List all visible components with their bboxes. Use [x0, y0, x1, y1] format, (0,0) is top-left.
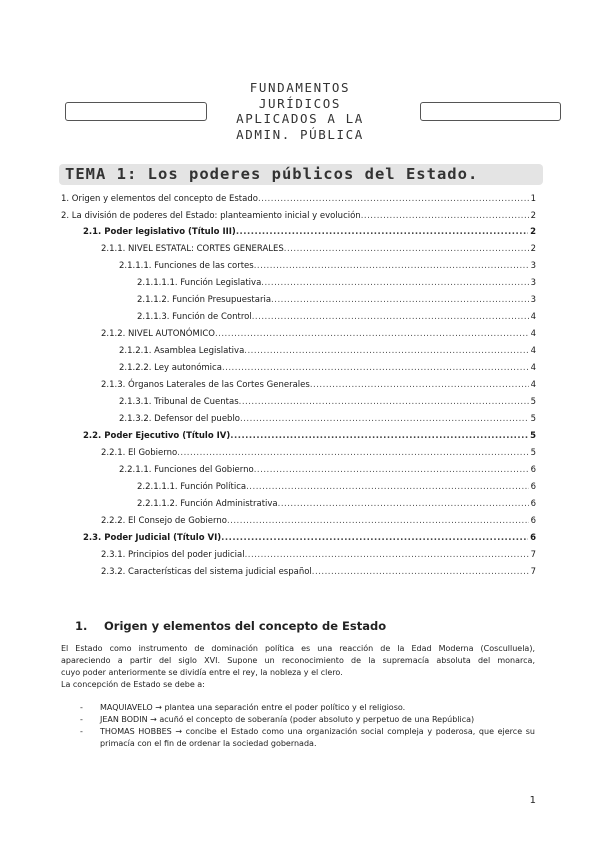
title-line: ADMIN. PÚBLICA — [236, 126, 364, 142]
toc-entry[interactable] — [119, 413, 536, 425]
title-line: FUNDAMENTOS — [249, 80, 351, 95]
document-title — [190, 80, 410, 142]
toc-entry-page: 5 — [530, 397, 536, 407]
toc-entry[interactable] — [101, 447, 536, 459]
toc-entry-label: 2.2.1. El Gobierno — [101, 448, 178, 458]
toc-entry[interactable] — [83, 226, 536, 238]
list-item: - THOMAS HOBBES → concibe el Estado como una organización social compleja y poderosa, que ejerce su primacía con el fin de ordenar la sociedad gobernada. — [80, 727, 535, 748]
toc-entry-page: 7 — [530, 550, 536, 560]
toc-entry-page: 4 — [530, 380, 536, 390]
body-paragraph — [61, 643, 535, 691]
list-item: - MAQUIAVELO → plantea una separación entre el poder político y el religioso. — [80, 702, 535, 714]
list-item: - JEAN BODIN → acuñó el concepto de soberanía (poder absoluto y perpetuo de una República) — [80, 714, 535, 726]
toc-entry-label: 2.1.2.1. Asamblea Legislativa — [119, 346, 245, 356]
toc-entry-label: 2.1. Poder legislativo (Título III) — [83, 227, 236, 237]
toc-entry-page: 6 — [530, 482, 536, 492]
list-item-text: MAQUIAVELO → plantea una separación entre el poder político y el religioso. — [100, 703, 406, 712]
toc-entry-label: 2.2.1.1.2. Función Administrativa — [137, 499, 278, 509]
toc-entry-label: 2.2. Poder Ejecutivo (Título IV) — [83, 431, 231, 441]
toc-entry-label: 2.1.1.3. Función de Control — [137, 312, 252, 322]
toc-entry-label: 2.2.1.1.1. Función Política — [137, 482, 247, 492]
toc-entry[interactable] — [137, 294, 536, 306]
toc-entry-page: 7 — [530, 567, 536, 577]
toc-entry-page: 3 — [530, 261, 536, 271]
section-title: Origen y elementos del concepto de Estado — [104, 619, 387, 633]
toc-entry-label: 2.3.1. Principios del poder judicial — [101, 550, 245, 560]
toc-entry-label: 2.2.1.1. Funciones del Gobierno — [119, 465, 254, 475]
toc-entry-label: 2.1.3.1. Tribunal de Cuentas — [119, 397, 239, 407]
toc-entry-page: 6 — [530, 499, 536, 509]
toc-entry[interactable] — [83, 532, 536, 544]
toc-entry[interactable] — [137, 498, 536, 510]
toc-entry-label: 2.1.3. Órganos Laterales de las Cortes Generales — [101, 380, 310, 390]
toc-entry-label: 2.1.1.2. Función Presupuestaria — [137, 295, 272, 305]
toc-entry-label: 2.1.3.2. Defensor del pueblo — [119, 414, 241, 424]
toc-entry-page: 3 — [530, 295, 536, 305]
title-line: APLICADOS A LA — [236, 111, 364, 126]
toc-entry[interactable] — [101, 549, 536, 561]
section-number: 1. — [75, 619, 88, 633]
toc-entry-label: 2.1.1.1. Funciones de las cortes — [119, 261, 254, 271]
toc-entry-page: 4 — [530, 363, 536, 373]
toc-entry[interactable] — [119, 464, 536, 476]
toc-entry[interactable] — [61, 210, 536, 222]
toc-entry-page: 4 — [530, 329, 536, 339]
toc-entry-page: 3 — [530, 278, 536, 288]
toc-entry-label: 1. Origen y elementos del concepto de Estado — [61, 194, 258, 204]
section-heading — [75, 619, 386, 633]
toc-entry-page: 6 — [530, 465, 536, 475]
toc-entry-page: 2 — [530, 210, 536, 221]
toc-entry[interactable] — [101, 328, 536, 340]
toc-entry-page: 4 — [530, 312, 536, 322]
tema-title: TEMA 1: Los poderes públicos del Estado. — [59, 164, 543, 185]
toc-entry[interactable] — [101, 243, 536, 255]
paragraph-line: La concepción de Estado se debe a: — [61, 680, 205, 689]
toc-entry[interactable] — [101, 379, 536, 391]
paragraph-line: cuyo poder anteriormente se dividía entre el rey, la nobleza y el clero. — [61, 668, 343, 677]
toc-entry-page: 4 — [530, 346, 536, 356]
toc-entry-page: 5 — [530, 431, 536, 441]
toc-entry[interactable] — [119, 362, 536, 374]
toc-entry-label: 2.1.2. NIVEL AUTONÓMICO — [101, 329, 215, 339]
toc-entry-label: 2.1.1. NIVEL ESTATAL: CORTES GENERALES — [101, 244, 284, 254]
header-left-box — [65, 102, 207, 121]
toc-entry[interactable] — [119, 345, 536, 357]
list-item-text: THOMAS HOBBES → concibe el Estado como una organización social compleja y poderosa, que ejerce su primacía con el fin de ordenar la sociedad gobernada. — [100, 727, 535, 748]
toc-entry-label: 2.1.1.1.1. Función Legislativa — [137, 278, 262, 288]
header-right-box — [420, 102, 561, 121]
toc-entry-label: 2.3.2. Características del sistema judicial español — [101, 567, 312, 577]
toc-entry[interactable] — [101, 566, 536, 578]
toc-entry-page: 2 — [530, 244, 536, 254]
toc-entry-page: 2 — [530, 227, 536, 237]
toc-entry-page: 5 — [530, 414, 536, 424]
bullet-list — [80, 702, 535, 750]
paragraph-line: El Estado como instrumento de dominación política es una reacción de la Edad Moderna (Cosculluela), — [61, 644, 535, 653]
toc-entry[interactable] — [101, 515, 536, 527]
page-number: 1 — [529, 795, 536, 806]
toc-entry-label: 2. La división de poderes del Estado: planteamiento inicial y evolución — [61, 210, 361, 221]
toc-entry-page: 6 — [530, 533, 536, 543]
toc-entry-page: 5 — [530, 448, 536, 458]
toc-entry-label: 2.2.2. El Consejo de Gobierno — [101, 516, 227, 526]
list-item-text: JEAN BODIN → acuñó el concepto de soberanía (poder absoluto y perpetuo de una República) — [100, 715, 475, 724]
toc-entry[interactable] — [119, 396, 536, 408]
toc-entry[interactable] — [61, 193, 536, 205]
toc-entry[interactable] — [119, 260, 536, 272]
toc-entry-label: 2.3. Poder Judicial (Título VI) — [83, 533, 222, 543]
toc-entry-page: 6 — [530, 516, 536, 526]
toc-entry[interactable] — [137, 311, 536, 323]
title-line: JURÍDICOS — [258, 95, 342, 111]
toc-entry-label: 2.1.2.2. Ley autonómica — [119, 363, 222, 373]
toc-entry[interactable] — [83, 430, 536, 442]
toc-entry[interactable] — [137, 277, 536, 289]
toc-entry[interactable] — [137, 481, 536, 493]
paragraph-line: apareciendo a partir del siglo XVI. Supone un reconocimiento de la supremacía absoluta del monarca, — [61, 656, 535, 665]
toc-entry-page: 1 — [530, 194, 536, 204]
